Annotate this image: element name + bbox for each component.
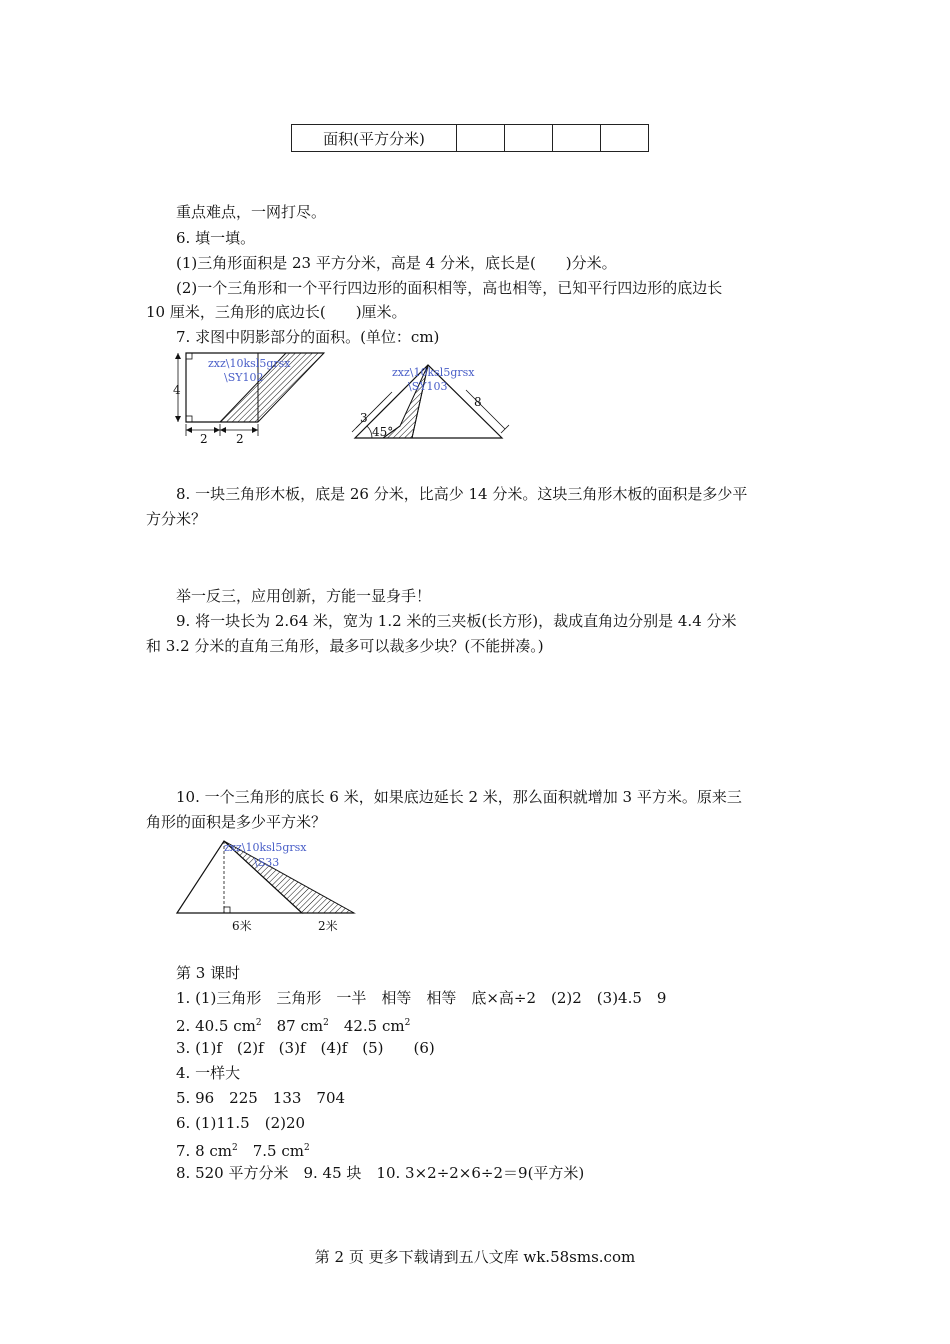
q9-line2: 和 3.2 分米的直角三角形，最多可以裁多少块？(不能拼凑。) bbox=[146, 637, 544, 655]
q7-figure-1 bbox=[168, 350, 338, 445]
answer-1: 1. (1)三角形 三角形 一半 相等 相等 底×高÷2 (2)2 (3)4.5 9 bbox=[176, 989, 667, 1007]
q10-fig-base-label: 6米 bbox=[232, 919, 252, 933]
watermark-text: zxz\10ksl5grsx bbox=[208, 357, 291, 370]
answer-2: 2. 40.5 $cm^2$ 87 $cm^2$ 42.5 $cm^2$ bbox=[176, 1017, 411, 1035]
area-table bbox=[291, 124, 649, 152]
q8-line2: 方分米？ bbox=[146, 510, 207, 528]
watermark-text: \SY103 bbox=[408, 380, 448, 393]
q9-line1: 9. 将一块长为 2.64 米，宽为 1.2 米的三夹板(长方形)，裁成直角边分别是 4.4 分米 bbox=[176, 612, 737, 630]
section-heading-2: 举一反三，应用创新，方能一显身手！ bbox=[176, 587, 432, 605]
q10-figure bbox=[172, 838, 362, 938]
q7-fig1-height-label: 4 bbox=[173, 383, 181, 397]
table-cell bbox=[457, 125, 505, 152]
q6-title: 6. 填一填。 bbox=[176, 229, 256, 247]
q6-part2-line2: 10 厘米，三角形的底边长( )厘米。 bbox=[146, 303, 407, 321]
answer-7: 7. 8 $cm^2$ 7.5 $cm^2$ bbox=[176, 1142, 310, 1160]
answers-title: 第 3 课时 bbox=[176, 964, 241, 982]
table-row bbox=[292, 125, 649, 152]
q10-line2: 角形的面积是多少平方米？ bbox=[146, 813, 327, 831]
answer-5: 5. 96 225 133 704 bbox=[176, 1089, 346, 1107]
q6-part2-line1: (2)一个三角形和一个平行四边形的面积相等，高也相等，已知平行四边形的底边长 bbox=[176, 279, 723, 297]
watermark-text: \SY102 bbox=[224, 371, 264, 384]
q10-line1: 10. 一个三角形的底长 6 米，如果底边延长 2 米，那么面积就增加 3 平方米。原来三 bbox=[176, 788, 742, 806]
answer-6: 6. (1)11.5 (2)20 bbox=[176, 1114, 306, 1132]
watermark-text: \S33 bbox=[254, 856, 280, 869]
answer-4: 4. 一样大 bbox=[176, 1064, 241, 1082]
answer-8: 8. 520 平方分米 9. 45 块 10. 3×2÷2×6÷2＝9(平方米) bbox=[176, 1164, 585, 1182]
q7-title: 7. 求图中阴影部分的面积。(单位：cm) bbox=[176, 328, 440, 346]
section-heading-1: 重点难点，一网打尽。 bbox=[176, 203, 327, 221]
answer-3: 3. (1)f (2)f (3)f (4)f (5) (6) bbox=[176, 1039, 435, 1057]
q7-fig2-angle-label: 45° bbox=[372, 425, 394, 439]
q7-fig2-side-label: 3 bbox=[360, 411, 368, 425]
q7-fig1-base1-label: 2 bbox=[200, 432, 208, 446]
table-cell bbox=[601, 125, 649, 152]
table-row-label: 面积(平方分米) bbox=[292, 125, 457, 152]
q8-line1: 8. 一块三角形木板，底是 26 分米，比高少 14 分米。这块三角形木板的面积是多少平 bbox=[176, 485, 748, 503]
q6-part1: (1)三角形面积是 23 平方分米，高是 4 分米，底长是( )分米。 bbox=[176, 254, 617, 272]
q7-fig1-base2-label: 2 bbox=[236, 432, 244, 446]
table-cell bbox=[505, 125, 553, 152]
watermark-text: zxz\10ksl5grsx bbox=[224, 841, 307, 854]
table-cell bbox=[553, 125, 601, 152]
q7-figure-2 bbox=[352, 360, 517, 445]
watermark-text: zxz\10ksl5grsx bbox=[392, 366, 475, 379]
q10-fig-extension-label: 2米 bbox=[318, 919, 338, 933]
q7-fig2-slant-label: 8 bbox=[474, 395, 482, 409]
page-footer: 第 2 页 更多下载请到五八文库 wk.58sms.com bbox=[314, 1248, 636, 1266]
